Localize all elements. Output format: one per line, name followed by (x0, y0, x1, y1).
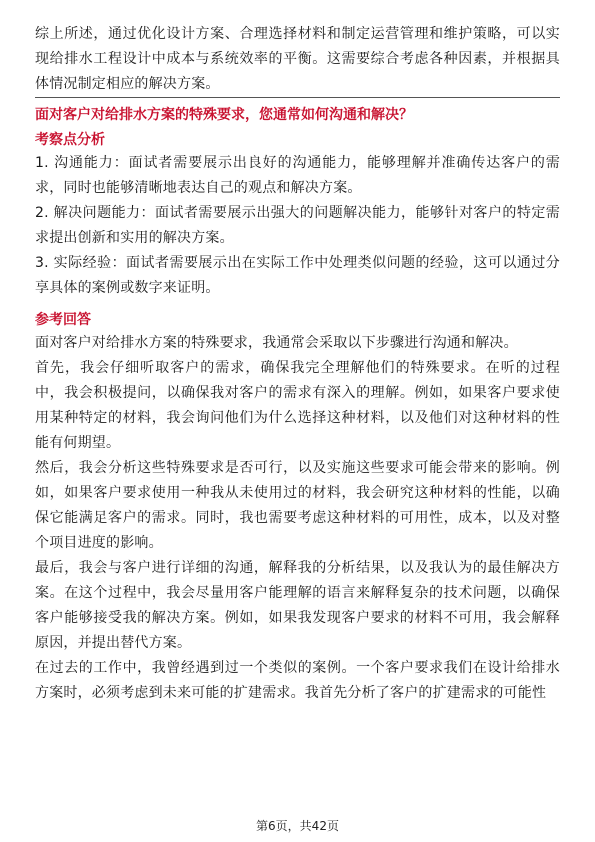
analysis-point: 1. 沟通能力：面试者需要展示出良好的沟通能力，能够理解并准确传达客户的需求，同时也能够清晰地表达自己的观点和解决方案。 (35, 155, 560, 196)
answer-paragraph: 最后，我会与客户进行详细的沟通，解释我的分析结果，以及我认为的最佳解决方案。在这个过程中，我会尽量用客户能理解的语言来解释复杂的技术问题，以确保客户能够接受我的解决方案。例如，如果我发现客户要求的材料不可用，我会解释原因，并提出替代方案。 (35, 560, 560, 651)
answer-paragraph: 面对客户对给排水方案的特殊要求，我通常会采取以下步骤进行沟通和解决。 (35, 335, 518, 351)
intro-paragraph: 综上所述，通过优化设计方案、合理选择材料和制定运营管理和维护策略，可以实现给排水工程设计中成本与系统效率的平衡。这需要综合考虑各种因素，并根据具体情况制定相应的解决方案。 (35, 26, 560, 92)
document-page (35, 22, 560, 706)
answer-paragraph: 在过去的工作中，我曾经遇到过一个类似的案例。一个客户要求我们在设计给排水方案时，必须考虑到未来可能的扩建需求。我首先分析了客户的扩建需求的可能性 (35, 660, 560, 701)
answer-paragraph: 首先，我会仔细听取客户的需求，确保我完全理解他们的特殊要求。在听的过程中，我会积极提问，以确保我对客户的需求有深入的理解。例如，如果客户要求使用某种特定的材料，我会询问他们为什么选择这种材料，以及他们对这种材料的性能有何期望。 (35, 360, 560, 451)
analysis-points (35, 151, 560, 301)
answer-paragraph: 然后，我会分析这些特殊要求是否可行，以及实施这些要求可能会带来的影响。例如，如果客户要求使用一种我从未使用过的材料，我会研究这种材料的性能，以确保它能满足客户的需求。同时，我也需要考虑这种材料的可用性，成本，以及对整个项目进度的影响。 (35, 460, 560, 551)
analysis-title: 考察点分析 (35, 132, 105, 148)
section-divider (35, 97, 560, 98)
analysis-point: 3. 实际经验：面试者需要展示出在实际工作中处理类似问题的经验，这可以通过分享具体的案例或数字来证明。 (35, 255, 560, 296)
page-number-footer: 第6页，共42页 (256, 819, 339, 833)
question-heading: 面对客户对给排水方案的特殊要求，您通常如何沟通和解决？ (35, 107, 413, 123)
analysis-point: 2. 解决问题能力：面试者需要展示出强大的问题解决能力，能够针对客户的特定需求提出创新和实用的解决方案。 (35, 205, 560, 246)
answer-body (35, 331, 560, 706)
answer-title: 参考回答 (35, 312, 91, 328)
